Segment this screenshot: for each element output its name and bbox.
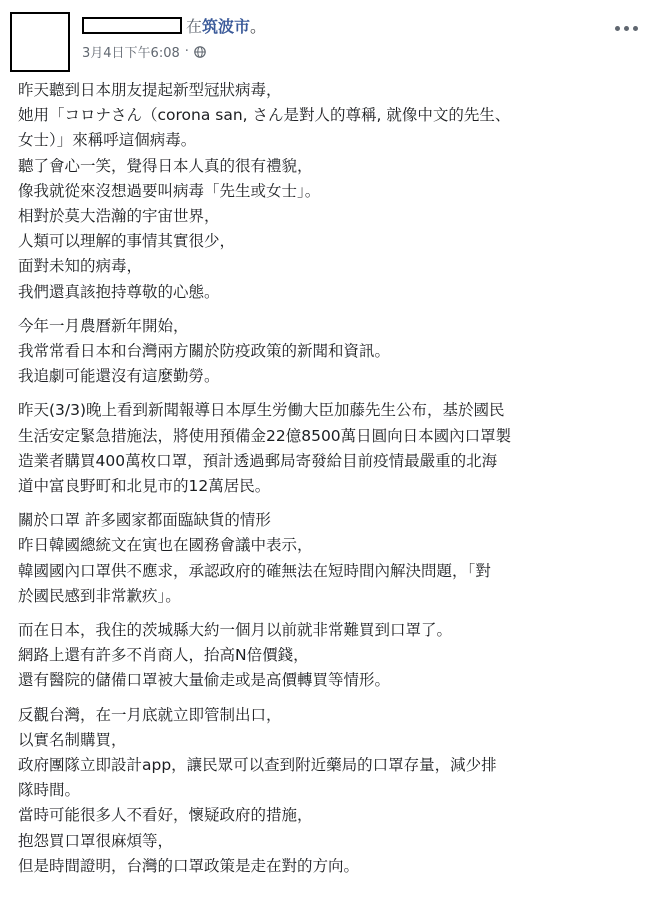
post-text-line: 昨天(3/3)晚上看到新聞報導日本厚生労働大臣加藤先生公布，基於國民: [18, 401, 505, 420]
post-text-line: 政府團隊立即設計app，讓民眾可以查到附近藥局的口罩存量，減少排: [18, 756, 497, 775]
post-text-line: 隊時間。: [18, 781, 81, 800]
post-text-line: 聽了會心一笑，覺得日本人真的很有禮貌，: [18, 156, 313, 175]
post-text-line: 我追劇可能還沒有這麼勤勞。: [18, 367, 220, 386]
post-text-line: 她用「コロナさん（corona san, さん是對人的尊稱, 就像中文的先生、: [18, 106, 511, 125]
post-timestamp[interactable]: 3月4日下午6:08: [82, 46, 180, 61]
post-text-line: 但是時間證明，台灣的口罩政策是走在對的方向。: [18, 856, 360, 875]
more-options-icon[interactable]: [615, 26, 638, 31]
post-text-line: 關於口罩 許多國家都面臨缺貨的情形: [18, 511, 271, 530]
post-text-line: 道中富良野町和北見市的12萬居民。: [18, 477, 271, 496]
post-text-line: 反觀台灣，在一月底就立即管制出口，: [18, 705, 282, 724]
post-body: [0, 78, 666, 879]
post-text-line: 昨日韓國總統文在寅也在國務會議中表示，: [18, 536, 313, 555]
globe-icon[interactable]: [194, 46, 206, 58]
post-meta: [82, 42, 206, 61]
redacted-author-name[interactable]: [82, 17, 182, 34]
post-paragraph: [18, 508, 648, 609]
post-text-line: 我們還真該抱持尊敬的心態。: [18, 282, 220, 301]
post-text-line: 昨天聽到日本朋友提起新型冠狀病毒，: [18, 81, 282, 99]
post-text-line: 相對於莫大浩瀚的宇宙世界，: [18, 207, 220, 226]
post-text-line: 抱怨買口罩很麻煩等，: [18, 831, 174, 850]
location-link[interactable]: 筑波市: [202, 17, 251, 36]
post-text-line: 面對未知的病毒，: [18, 257, 143, 276]
post-text-line: 人類可以理解的事情其實很少，: [18, 232, 236, 251]
post-text-line: 像我就從來沒想過要叫病毒「先生或女士」。: [18, 181, 321, 200]
meta-separator: ·: [184, 44, 189, 59]
post-text-line: 以實名制購買，: [18, 730, 127, 749]
post-text-line: 韓國國內口罩供不應求，承認政府的確無法在短時間內解決問題，「對: [18, 561, 491, 580]
post-text-line: 今年一月農曆新年開始，: [18, 316, 189, 335]
post-paragraph: [18, 618, 648, 694]
post-paragraph: [18, 703, 648, 879]
post-text-line: 還有醫院的儲備口罩被大量偷走或是高價轉買等情形。: [18, 671, 391, 690]
post-paragraph: [18, 314, 648, 390]
author-line: [82, 14, 266, 37]
post-text-line: 網路上還有許多不肖商人，抬高N倍價錢，: [18, 646, 309, 665]
post-text-line: 當時可能很多人不看好，懷疑政府的措施，: [18, 806, 313, 825]
location-suffix: 。: [250, 17, 267, 36]
post-header: [0, 0, 666, 78]
location-prefix: 在: [186, 17, 203, 36]
post-text-line: 生活安定緊急措施法，將使用預備金22億8500萬日圓向日本國內口罩製: [18, 426, 512, 445]
post-paragraph: [18, 78, 648, 305]
post-text-line: 於國民感到非常歉疚」。: [18, 586, 181, 605]
post-text-line: 女士）」來稱呼這個病毒。: [18, 131, 197, 150]
post-text-line: 而在日本，我住的茨城縣大約一個月以前就非常難買到口罩了。: [18, 621, 453, 640]
post-paragraph: [18, 398, 648, 499]
post-text-line: 造業者購買400萬枚口罩，預計透過郵局寄發給目前疫情最嚴重的北海: [18, 451, 498, 470]
post-text-line: 我常常看日本和台灣兩方關於防疫政策的新聞和資訊。: [18, 342, 391, 361]
avatar[interactable]: [10, 12, 70, 72]
